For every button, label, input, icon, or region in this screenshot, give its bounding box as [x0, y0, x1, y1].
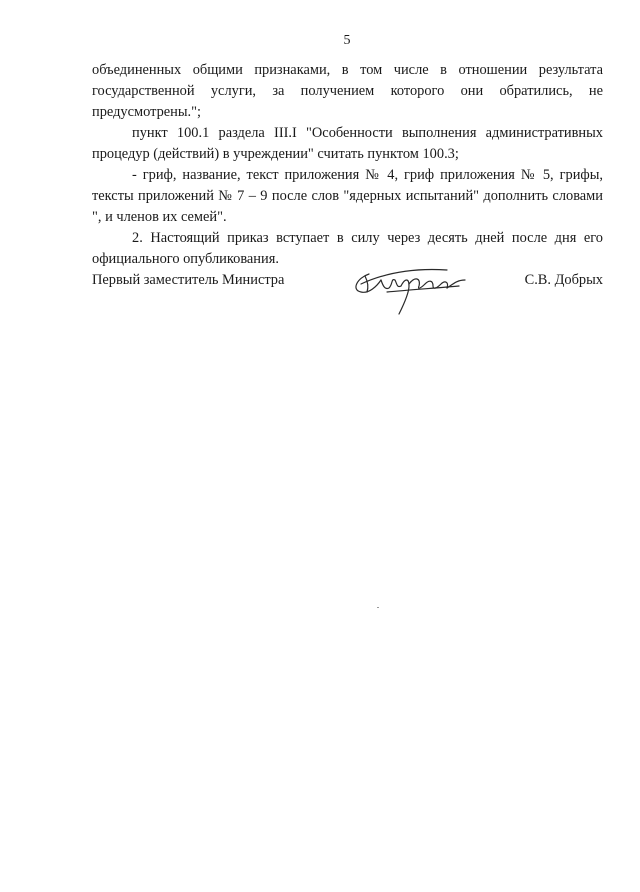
page-number: 5	[343, 33, 351, 48]
paragraph-effective-date: 2. Настоящий приказ вступает в силу через десять дней после дня его официального опубликования.	[92, 230, 603, 267]
signature-block	[92, 270, 603, 320]
paragraph-item-100-1: пункт 100.1 раздела III.I "Особенности выполнения административных процедур (действий) в учреждении" считать пунктом 100.3;	[92, 125, 603, 162]
signatory-title: Первый заместитель Министра	[92, 272, 285, 288]
document-body	[92, 60, 603, 270]
signatory-name: С.В. Добрых	[524, 272, 603, 288]
paragraph-grif-changes: - гриф, название, текст приложения № 4, гриф приложения № 5, грифы, тексты приложений № 7 – 9 после слов "ядерных испытаний" дополнить словами ", и членов их семей".	[92, 167, 603, 225]
handwritten-signature	[347, 262, 477, 318]
scan-speck	[377, 607, 379, 608]
paragraph-continuation: объединенных общими признаками, в том числе в отношении результата государственной услуги, за получением которого они обратились, не предусмотрены.";	[92, 62, 603, 120]
